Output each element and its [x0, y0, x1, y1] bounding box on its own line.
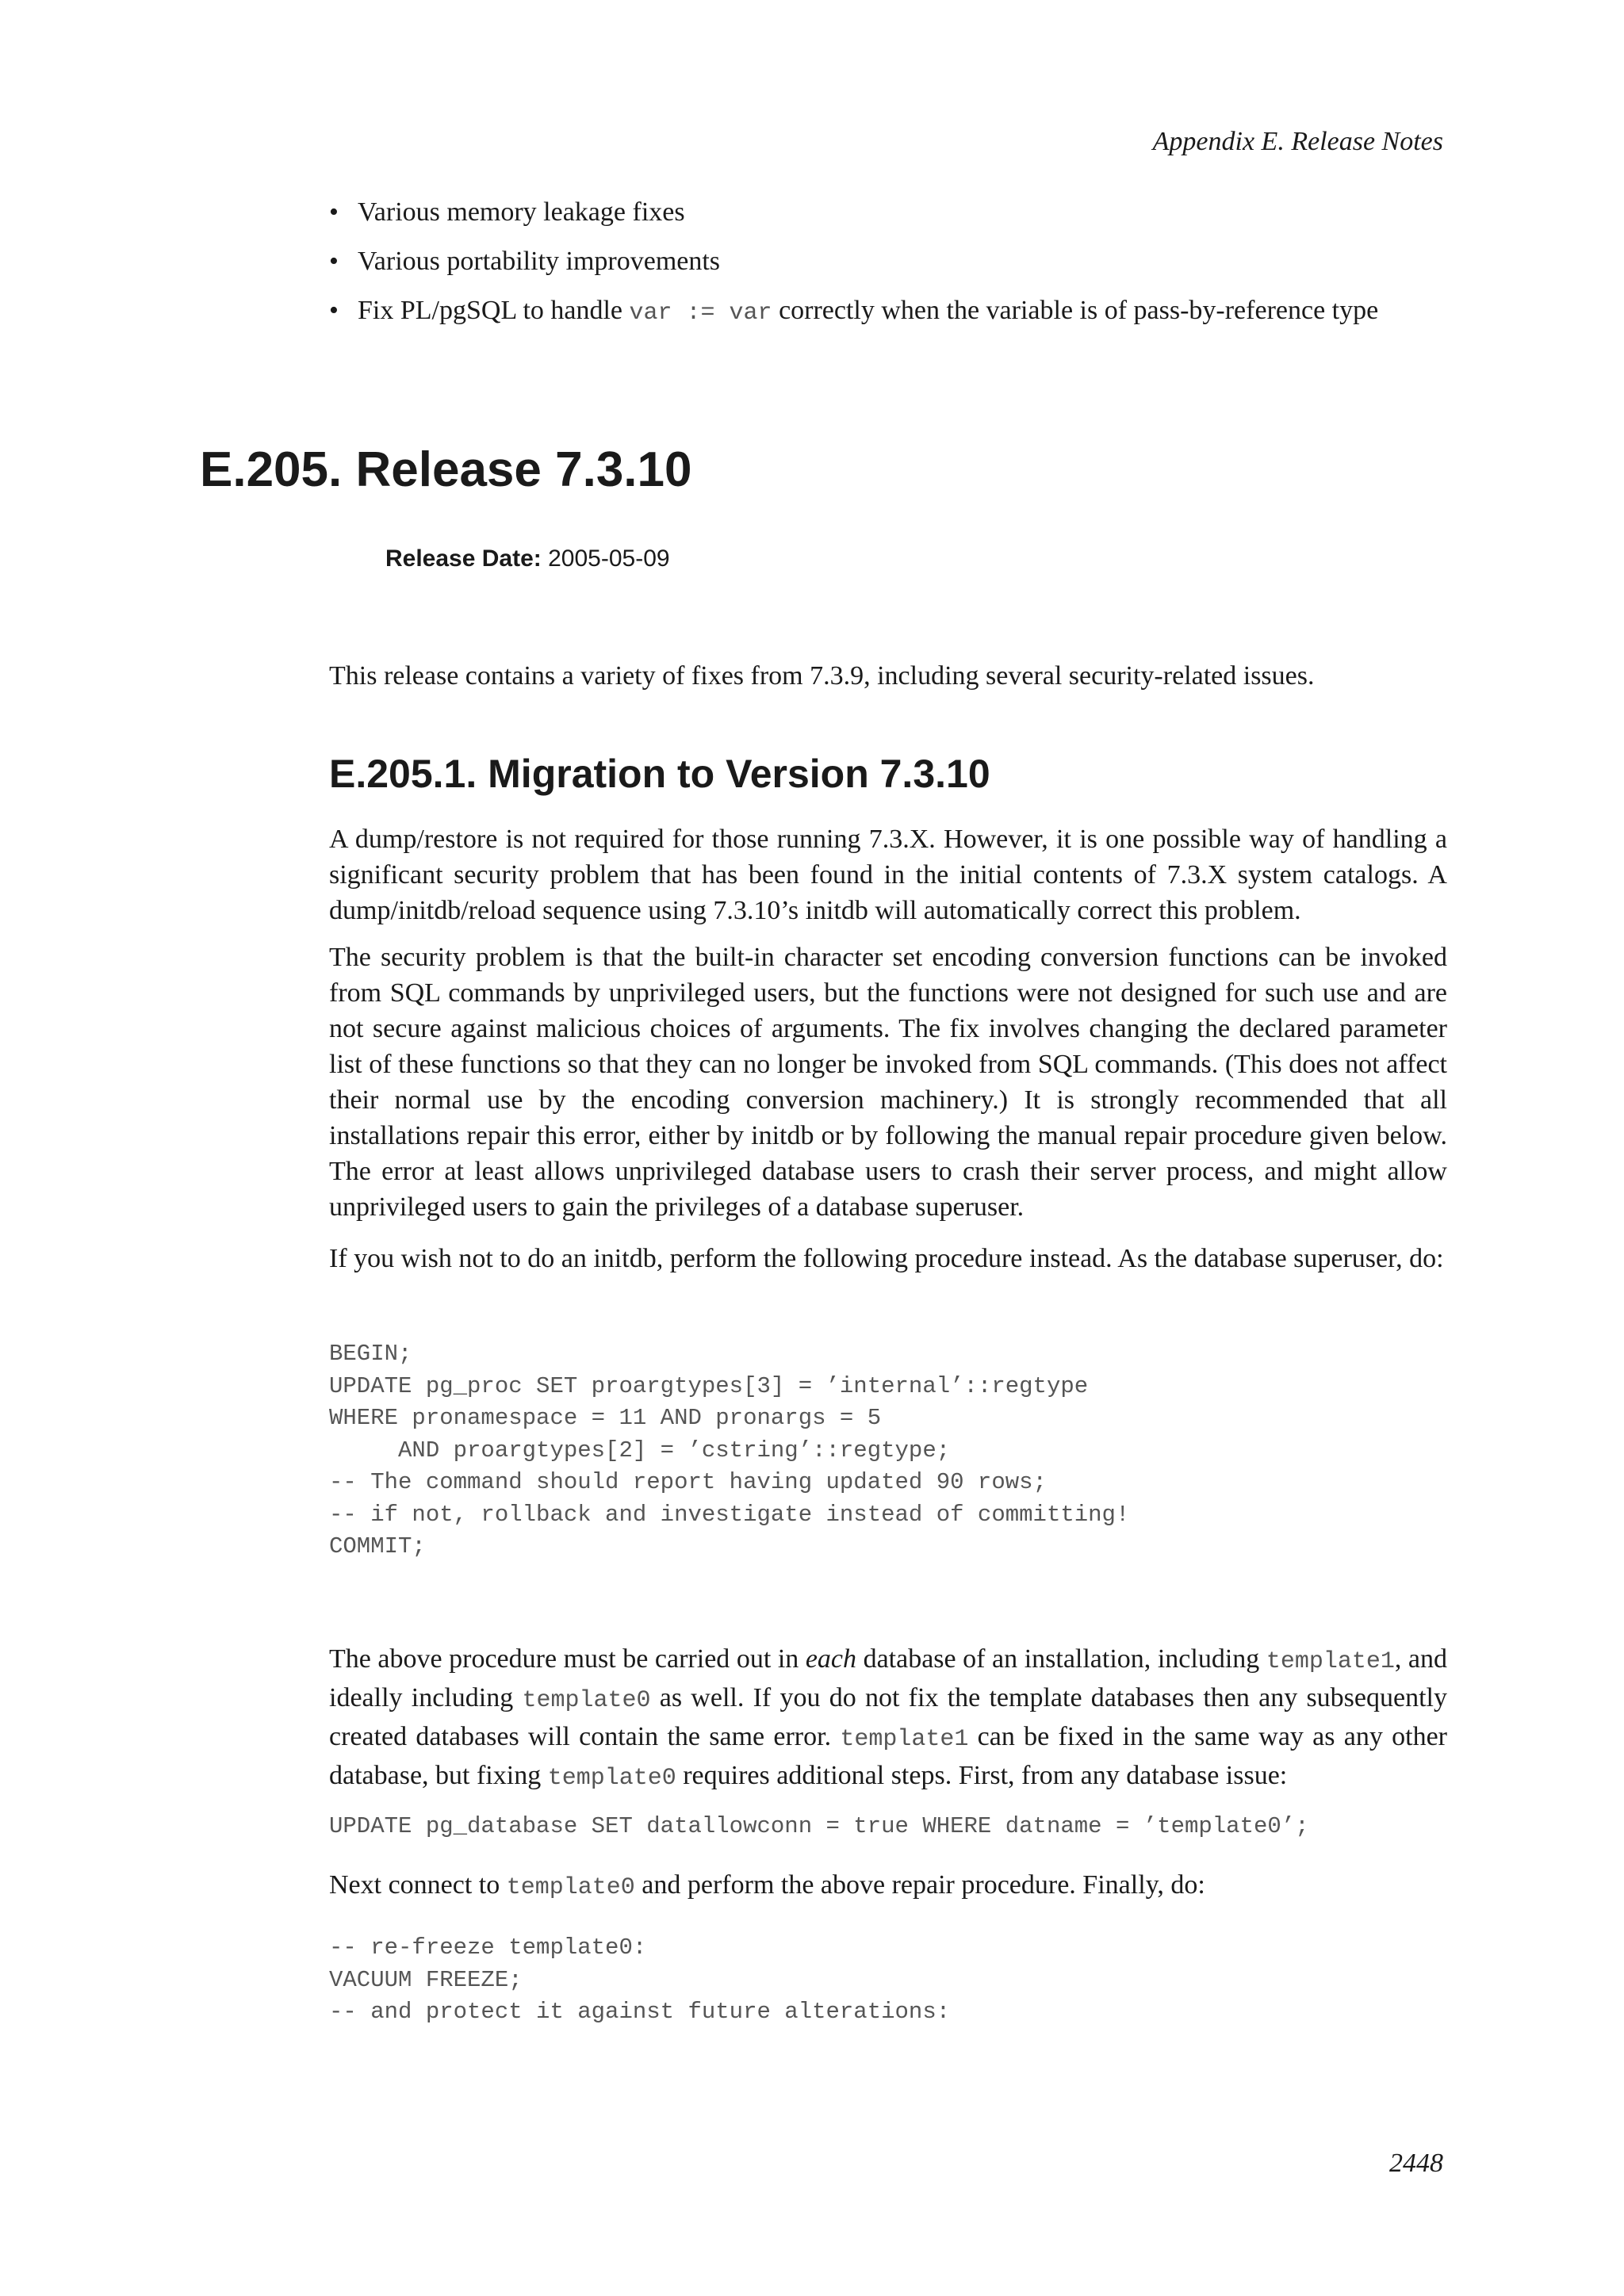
text-run: Next connect to	[329, 1870, 507, 1900]
section-title: E.205. Release 7.3.10	[200, 442, 692, 497]
paragraph-security-problem: The security problem is that the built-in character set encoding conversion functions can be invoked from SQL commands by unprivileged users, but the functions were not designed for such use and are not secure against malicious choices of arguments. The fix involves changing the declared parameter list of these functions so that they can no longer be invoked from SQL commands. (This does not affect their normal use by the encoding conversion machinery.) It is strongly recommended that all installations repair this error, either by initdb or by following the manual repair procedure given below. The error at least allows unprivileged database users to crash their server process, and might allow unprivileged users to gain the privileges of a database superuser.	[329, 943, 1447, 1222]
subsection-title: E.205.1. Migration to Version 7.3.10	[329, 752, 990, 796]
text-run: The above procedure must be carried out in	[329, 1644, 806, 1674]
text-run: and perform the above repair procedure. Finally, do:	[634, 1870, 1205, 1900]
inline-code: template1	[1266, 1648, 1395, 1675]
release-date-value: 2005-05-09	[548, 545, 670, 572]
bullet-icon: •	[329, 197, 339, 227]
intro-paragraph: This release contains a variety of fixes from 7.3.9, including several security-related issues.	[329, 661, 1315, 691]
release-date	[385, 545, 670, 572]
list-item-text: Various memory leakage fixes	[358, 197, 685, 227]
page-number: 2448	[1389, 2149, 1443, 2178]
inline-code: template0	[522, 1687, 651, 1714]
text-run: can be fixed in the same way as any other database, but fixing	[329, 1722, 1447, 1790]
paragraph-migration: A dump/restore is not required for those running 7.3.X. However, it is one possible way of handling a significant security problem that has been found in the initial contents of 7.3.X system catalogs. A dump/initdb/reload sequence using 7.3.10’s initdb will automatically correct this problem.	[329, 825, 1447, 925]
list-item	[329, 243, 1447, 293]
list-item-text-after: correctly when the variable is of pass-by-reference type	[772, 296, 1379, 325]
paragraph-next-connect	[329, 1867, 1447, 1906]
inline-code: template0	[506, 1874, 635, 1901]
inline-code: var := var	[629, 300, 772, 327]
list-item-text: Various portability improvements	[358, 247, 721, 276]
list-item	[329, 194, 1447, 243]
list-item	[329, 293, 1447, 342]
bullet-list	[329, 194, 1447, 342]
running-header: Appendix E. Release Notes	[1152, 127, 1443, 156]
release-date-label: Release Date:	[385, 545, 542, 572]
code-block-refreeze: -- re-freeze template0: VACUUM FREEZE; -- and protect it against future alterations:	[329, 1934, 951, 2025]
code-block-repair: BEGIN; UPDATE pg_proc SET proargtypes[3] = ’internal’::regtype WHERE pronamespace = 11 AND pronargs = 5 AND proargtypes[2] = ’cstring’::regtype; -- The command should report having updated 90 rows; -- if not, rollback and investigate instead of committing! COMMIT;	[329, 1341, 1130, 1559]
emphasis: each	[805, 1644, 857, 1674]
bullet-icon: •	[329, 247, 339, 276]
list-item-text-before: Fix PL/pgSQL to handle	[358, 296, 630, 325]
text-run: as well. If you do not fix the template databases then any subsequently created databases will contain the same error.	[329, 1683, 1447, 1751]
code-block-datallowconn: UPDATE pg_database SET datallowconn = true WHERE datname = ’template0’;	[329, 1813, 1309, 1839]
inline-code: template1	[840, 1726, 969, 1753]
bullet-icon: •	[329, 296, 339, 325]
text-run: database of an installation, including	[856, 1644, 1266, 1674]
text-run: , and ideally including	[329, 1644, 1447, 1712]
paragraph-procedure-intro: If you wish not to do an initdb, perform the following procedure instead. As the database superuser, do:	[329, 1244, 1444, 1273]
text-run: requires additional steps. First, from any database issue:	[676, 1761, 1288, 1790]
inline-code: template0	[547, 1765, 676, 1792]
paragraph-template-databases	[329, 1641, 1447, 1797]
